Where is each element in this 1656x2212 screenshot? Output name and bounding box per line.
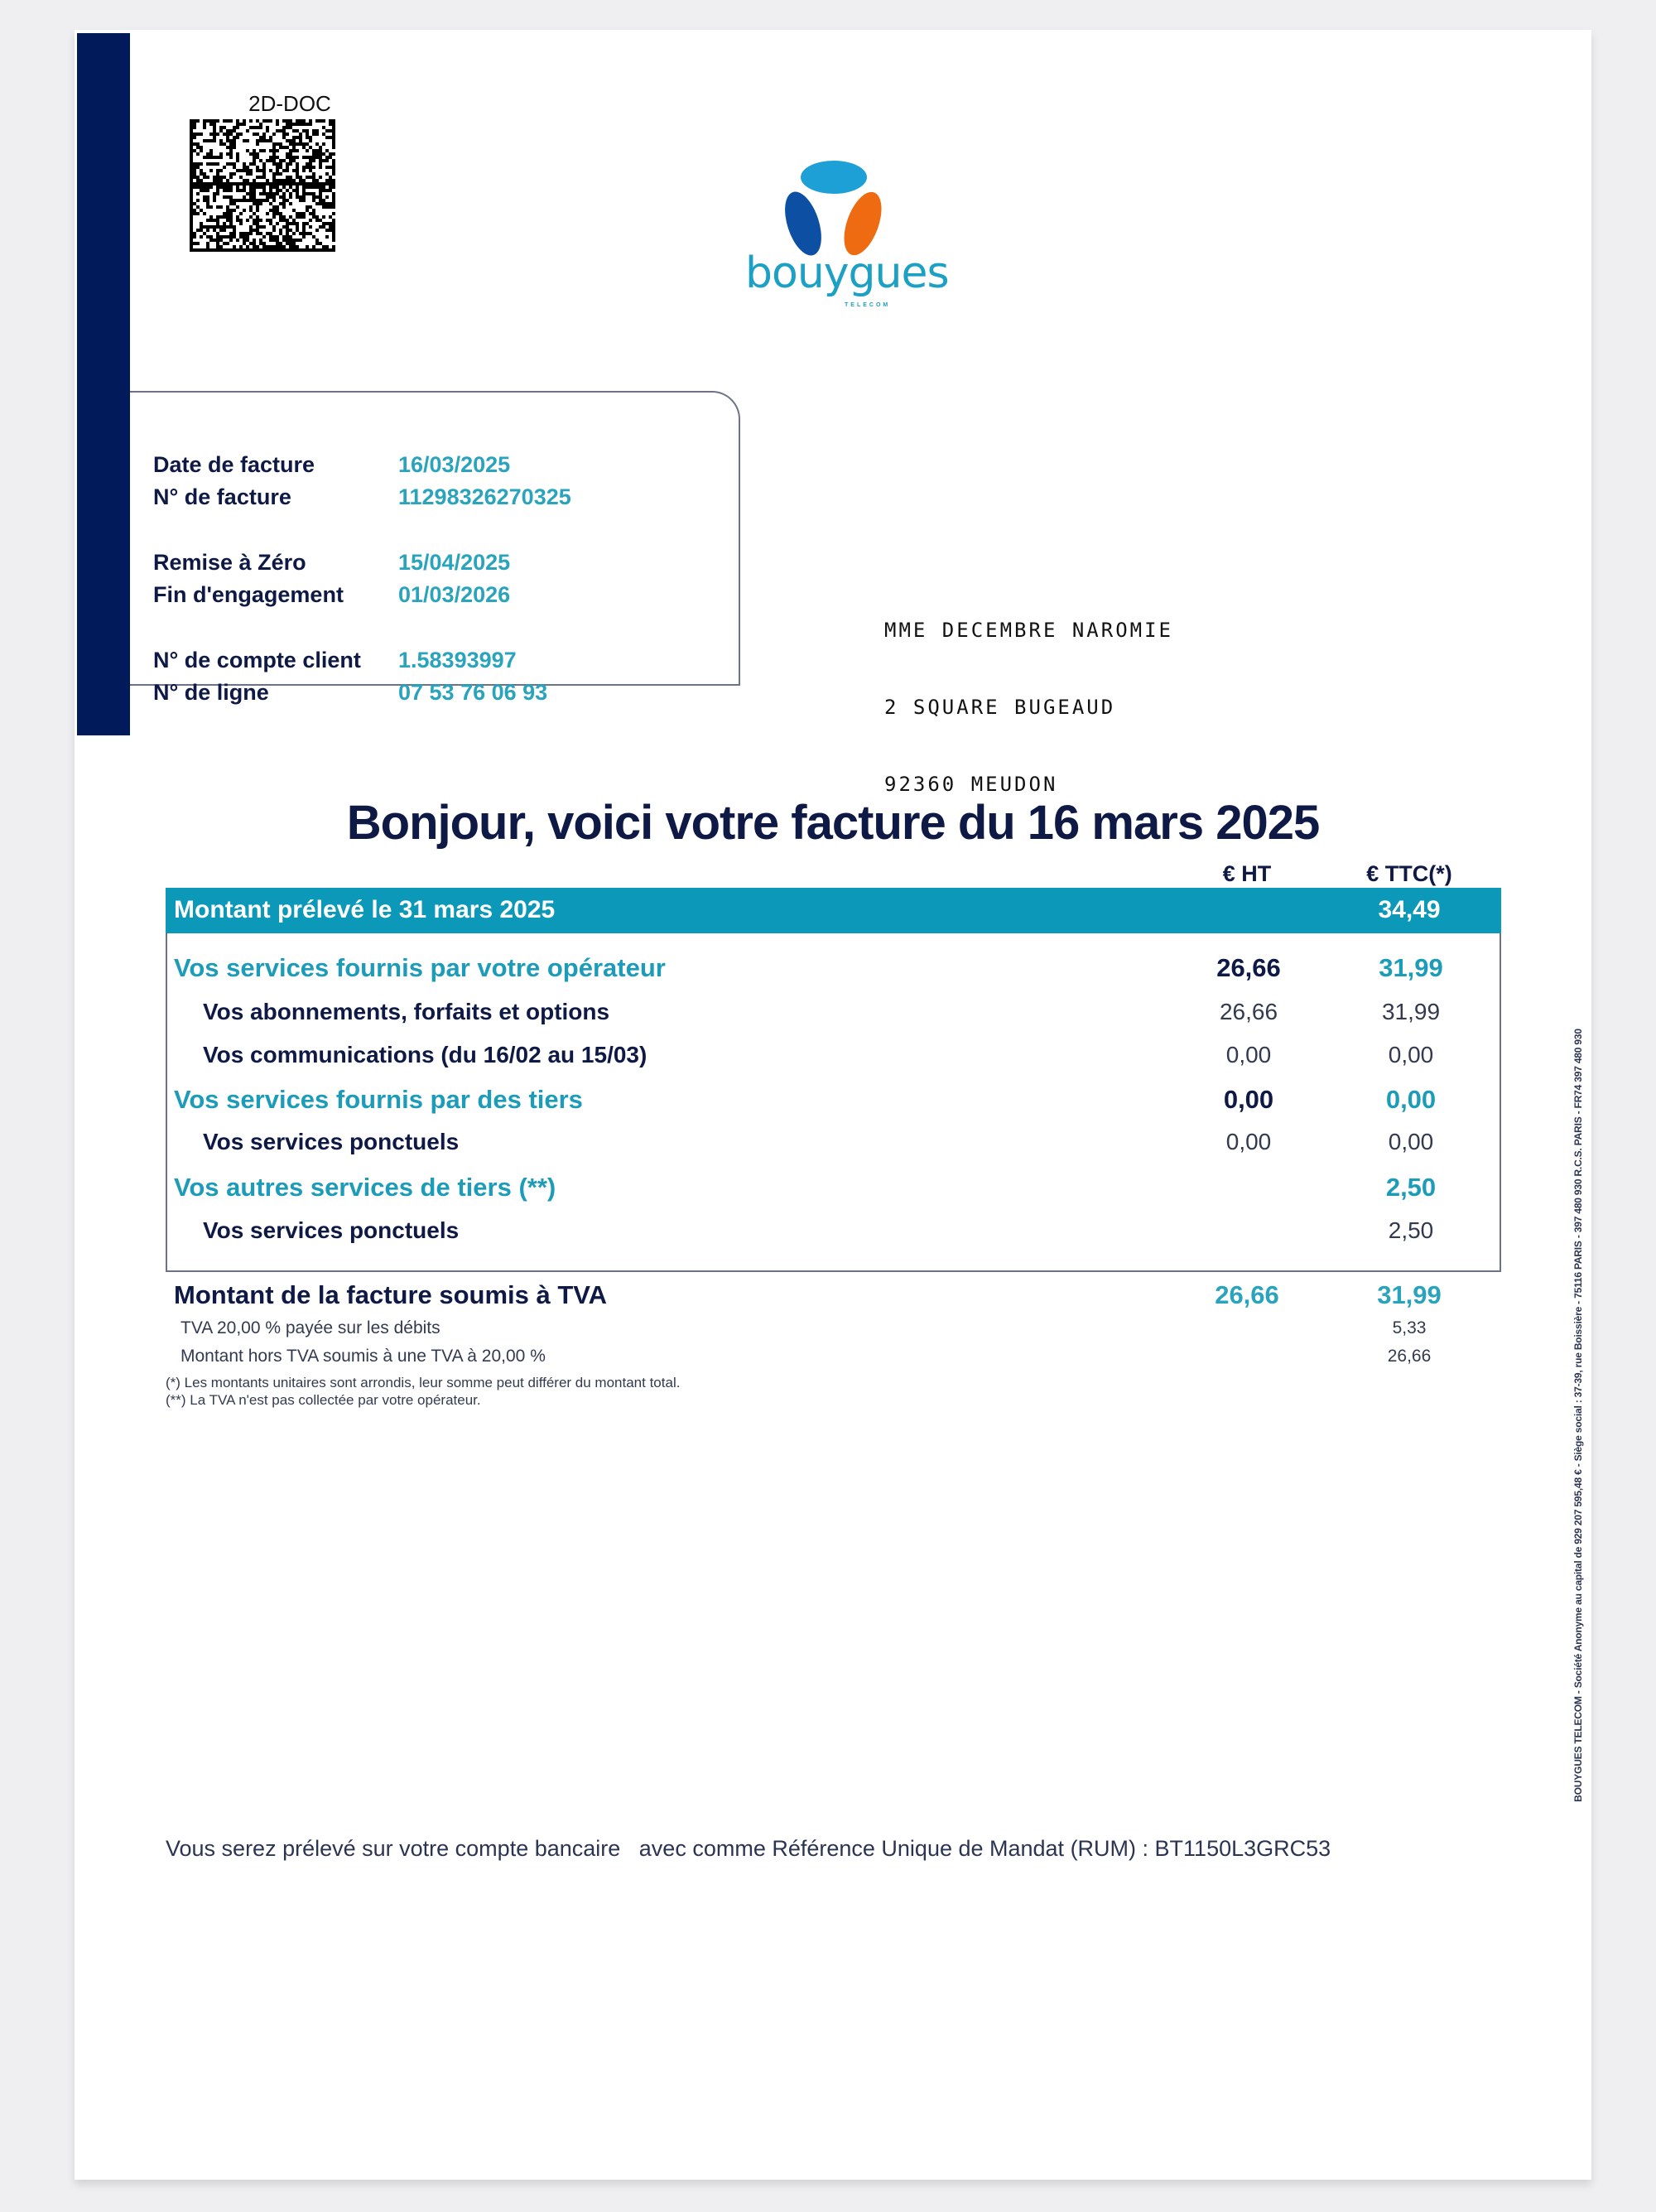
table-row xyxy=(167,1173,1503,1206)
commitment-end-label: Fin d'engagement xyxy=(153,582,344,607)
logo-mark-icon xyxy=(745,151,919,258)
bouygues-logo xyxy=(745,151,949,325)
row-label: Vos autres services de tiers (**) xyxy=(174,1173,556,1202)
row-ttc: 0,00 xyxy=(1388,1042,1434,1067)
invoice-page xyxy=(75,30,1591,2180)
row-ht: 0,00 xyxy=(1225,1129,1272,1154)
row-label: Vos services ponctuels xyxy=(203,1129,460,1154)
logo-subtitle: TELECOM xyxy=(845,302,891,308)
invoice-info-box xyxy=(130,391,740,705)
row-ht: 26,66 xyxy=(1219,999,1278,1024)
legal-mention xyxy=(1567,1030,1590,1800)
row-label: Vos abonnements, forfaits et options xyxy=(203,999,610,1024)
reset-value: 15/04/2025 xyxy=(398,550,511,575)
row-ttc: 31,99 xyxy=(1379,953,1443,982)
line-number-value: 07 53 76 06 93 xyxy=(398,680,548,705)
barcode-label: 2D-DOC xyxy=(248,91,331,116)
table-row xyxy=(167,999,1503,1032)
column-header-ht: € HT xyxy=(1222,861,1272,886)
invoice-number-label: N° de facture xyxy=(153,484,291,509)
column-header-ttc: € TTC(*) xyxy=(1366,861,1452,886)
footnote-vat: (**) La TVA n'est pas collectée par votre opérateur. xyxy=(166,1392,481,1408)
page-title: Bonjour, voici votre facture du 16 mars 2025 xyxy=(346,796,1320,850)
address-line-city: 92360 MEUDON xyxy=(884,773,1058,796)
row-ht: 0,00 xyxy=(1223,1085,1274,1114)
row-ht: 0,00 xyxy=(1225,1042,1272,1067)
row-label: Vos services ponctuels xyxy=(203,1217,460,1243)
vat-total-ttc: 31,99 xyxy=(1377,1280,1442,1309)
table-row xyxy=(167,1042,1503,1075)
vat-detail-label: Montant hors TVA soumis à une TVA à 20,00 % xyxy=(181,1347,546,1366)
debit-amount-banner xyxy=(166,888,1501,933)
vat-total-label: Montant de la facture soumis à TVA xyxy=(174,1280,608,1309)
footnote-rounding: (*) Les montants unitaires sont arrondis, leur somme peut différer du montant total. xyxy=(166,1375,681,1390)
table-row xyxy=(167,953,1503,986)
mandate-reference-text: Vous serez prélevé sur votre compte bancaire avec comme Référence Unique de Mandat (RUM) : BT1150L3GRC53 xyxy=(166,1836,1331,1861)
row-label: Vos services fournis par des tiers xyxy=(174,1085,583,1114)
debit-label: Montant prélevé le 31 mars 2025 xyxy=(174,896,556,923)
brand-side-bar xyxy=(77,33,130,735)
logo-wordmark: bouygues xyxy=(745,248,949,298)
table-row xyxy=(167,1129,1503,1162)
vat-detail-value: 26,66 xyxy=(1387,1347,1432,1366)
commitment-end-value: 01/03/2026 xyxy=(398,582,511,607)
account-number-value: 1.58393997 xyxy=(398,648,517,672)
invoice-date-label: Date de facture xyxy=(153,452,315,477)
account-number-label: N° de compte client xyxy=(153,648,361,672)
table-row xyxy=(167,1085,1503,1118)
datamatrix-icon xyxy=(190,119,335,252)
debit-amount-ttc: 34,49 xyxy=(1378,896,1441,923)
vat-total-ht: 26,66 xyxy=(1215,1280,1279,1309)
address-line-street: 2 SQUARE BUGEAUD xyxy=(884,696,1116,719)
row-label: Vos services fournis par votre opérateur xyxy=(174,953,666,982)
row-ttc: 0,00 xyxy=(1388,1129,1434,1154)
line-number-label: N° de ligne xyxy=(153,680,269,705)
row-label: Vos communications (du 16/02 au 15/03) xyxy=(203,1042,647,1067)
invoice-date-value: 16/03/2025 xyxy=(398,452,511,477)
charges-table xyxy=(166,933,1501,1272)
reset-label: Remise à Zéro xyxy=(153,550,306,575)
row-ttc: 2,50 xyxy=(1385,1173,1437,1202)
row-ttc: 2,50 xyxy=(1388,1217,1434,1243)
row-ttc: 0,00 xyxy=(1385,1085,1437,1114)
legal-text: BOUYGUES TELECOM - Société Anonyme au capital de 929 207 595,48 € - Siège social : 37-39, rue Boissière - 75116 PARIS - 397 480 930 R.C.S. PARIS - FR74 397 480 930 xyxy=(1572,1029,1584,1802)
row-ttc: 31,99 xyxy=(1381,999,1441,1024)
table-row xyxy=(167,1217,1503,1251)
address-line-name: MME DECEMBRE NAROMIE xyxy=(884,619,1173,642)
row-ht: 26,66 xyxy=(1216,953,1281,982)
vat-detail-value: 5,33 xyxy=(1392,1318,1427,1337)
invoice-number-value: 11298326270325 xyxy=(398,484,571,509)
vat-detail-label: TVA 20,00 % payée sur les débits xyxy=(181,1318,440,1337)
